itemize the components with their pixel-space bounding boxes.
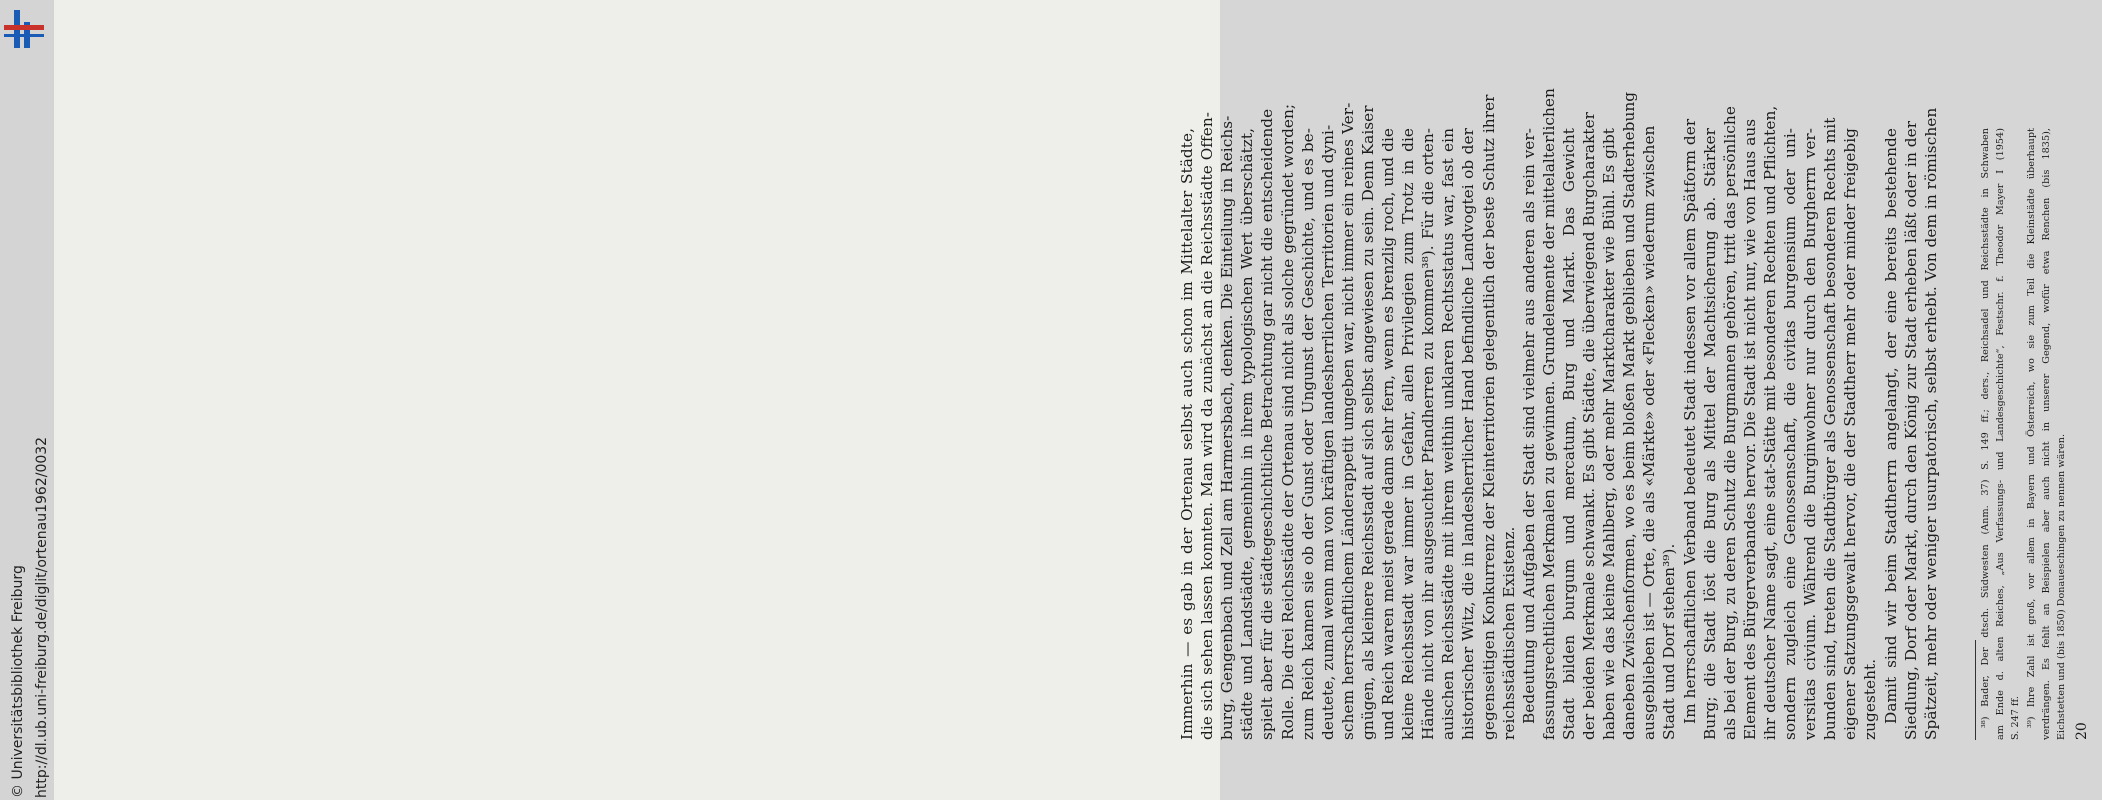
body-text-line: schem herrschaftlichem Länderappetit umgeben war, nicht immer ein reines Ver- [1338,102,1357,740]
body-text-line: auischen Reichsstädte mit ihrem weithin unklaren Rechtsstatus war, fast ein [1439,128,1458,740]
body-text-line: Damit sind wir beim Stadtherrn angelangt, der eine bereits bestehende [1881,128,1900,724]
viewer-sidebar [0,0,54,800]
body-text-line: Burg; die Stadt löst die Burg als Mittel der Machtsicherung ab. Stärker [1700,128,1719,740]
footnote-line: Eichstetten und (bis 1850) Donaueschingen zu nennen wären. [2056,433,2067,740]
body-text-line: burg, Gengenbach und Zell am Harmersbach, denken. Die Einteilung in Reichs- [1218,115,1237,740]
body-text-line: spielt aber für die städtegeschichtliche Betrachtung gar nicht die entscheidende [1258,108,1277,740]
body-text-line: historischer Witz, die in landesherrlicher Hand befindliche Landvogtei ob der [1459,128,1478,740]
body-text-line: Siedlung, Dorf oder Markt, durch den König zur Stadt erheben läßt oder in der [1901,120,1920,740]
footnote-line: S. 247 ff. [2010,696,2022,740]
body-text-line: eigener Satzungsgewalt hervor, die der Stadtherr mehr oder minder freigebig [1841,128,1860,740]
footnote-line: ³⁹) Ihre Zahl ist groß, vor allem in Bayern und Österreich, wo sie zum Teil die Kleinstädte überhaupt [2025,128,2037,728]
body-text-line: fassungsrechtlichen Merkmalen zu gewinnen. Grundelemente der mittelalterlichen [1539,88,1558,740]
body-text-line: haben wie das kleine Mahlberg, oder mehr Marktcharakter wie Bühl. Es gibt [1600,128,1619,740]
body-text-line: Hände nicht von ihr ausgesuchter Pfandherren zu kommen³⁸). Für die orten- [1419,128,1438,740]
body-text-line: reichsstädtischen Existenz. [1499,526,1518,740]
body-text-line: kleine Reichsstadt war immer in Gefahr, allen Privilegien zum Trotz in die [1399,128,1418,740]
scanned-page [54,0,2090,800]
body-text-line: und Reich waren meist gerade dann sehr fern, wenn es brenzlig roch, und die [1379,128,1397,740]
body-text-line: sondern zugleich eine Genossenschaft, die civitas burgensium oder uni- [1781,128,1799,740]
footnote-line: verdrängen. Es fehlt an Beispielen aber auch nicht in unserer Gegend, wofür etwa Renchen (bis 1835), [2040,128,2052,740]
body-text-line: zum Reich kamen sie ob der Gunst oder Ungunst der Geschichte, und es be- [1298,128,1317,740]
body-text-line: ihr deutscher Name sagt, eine stat-Stätte mit besonderen Rechten und Pflichten, [1760,105,1779,740]
footnote-separator [1975,640,1976,740]
footnote-line: ³⁸) Bader, Der dtsch. Südwesten (Anm. 37) S. 149 ff.; ders., Reichsadel und Reichsstädte in Schwaben [1980,128,1991,728]
body-text-line: bunden sind, treten die Stadtbürger als Genossenschaft besonderen Rechts mit [1821,117,1840,740]
copyright-text: © Universitätsbibliothek Freiburg [10,565,26,798]
body-text-line: gegenseitigen Konkurrenz der Kleinterritorien gelegentlich der beste Schutz ihrer [1479,94,1498,740]
body-text-line: Bedeutung und Aufgaben der Stadt sind vielmehr aus anderen als rein ver- [1519,128,1538,724]
footnote-line: am Ende d. alten Reiches, „Aus Verfassungs- und Landesgeschichte“, Festschr. f. Theodor Mayer I (1954) [1995,128,2007,740]
body-text-line: Rolle. Die drei Reichsstädte der Ortenau sind nicht als solche gegründet worden; [1278,103,1297,740]
body-text-line: als bei der Burg, zu deren Schutz die Burgmannen gehören, tritt das persönliche [1720,106,1739,740]
body-text-line: gnügen, als kleinere Reichsstadt auf sich selbst angewiesen zu sein. Denn Kaiser [1358,105,1377,740]
body-text-line: daneben Zwischenformen, wo es beim bloßen Markt geblieben und Stadterhebung [1620,91,1639,740]
body-text-line: Immerhin — es gab in der Ortenau selbst auch schon im Mittelalter Städte, [1178,128,1196,740]
body-text-line: Element des Bürgerverbandes hervor. Die Stadt ist nicht nur, wie von Haus aus [1740,118,1759,740]
page-content [1142,88,2102,768]
sidebar-credits [6,8,54,798]
body-text-line: Im herrschaftlichen Verband bedeutet Stadt indessen vor allem Spätform der [1680,118,1699,724]
page-number: 20 [2074,722,2090,740]
body-text-line: Stadt und Dorf stehen³⁹). [1660,543,1679,740]
source-url-link[interactable]: http://dl.ub.uni-freiburg.de/diglit/ortenau1962/0032 [34,436,50,798]
body-text-line: zugesteht. [1861,658,1880,740]
body-text-line: deutete, zumal wenn man von kräftigen landesherrlichen Territorien und dyni- [1318,124,1337,740]
body-text-line: Spätzeit, mehr oder weniger usurpatorisch, selbst erhebt. Von dem in römischen [1921,107,1940,740]
body-text-line: der beiden Merkmale schwankt. Es gibt Städte, die überwiegend Burgcharakter [1580,111,1598,740]
body-text-line: Stadt bilden burgum und mercatum, Burg und Markt. Das Gewicht [1559,128,1578,740]
body-text-line: versitas civium. Während die Burginwohner nur durch den Burgherrn ver- [1801,128,1820,740]
body-text-line: ausgeblieben ist — Orte, die als «Märkte» oder «Flecken» wiederum zwischen [1640,125,1659,740]
body-text-line: die sich sehen lassen konnten. Man wird da zunächst an die Reichsstädte Offen- [1198,112,1217,740]
body-text-line: städte und Landstädte, gemeinhin in ihrem typologischen Wert überschätzt, [1238,128,1257,740]
